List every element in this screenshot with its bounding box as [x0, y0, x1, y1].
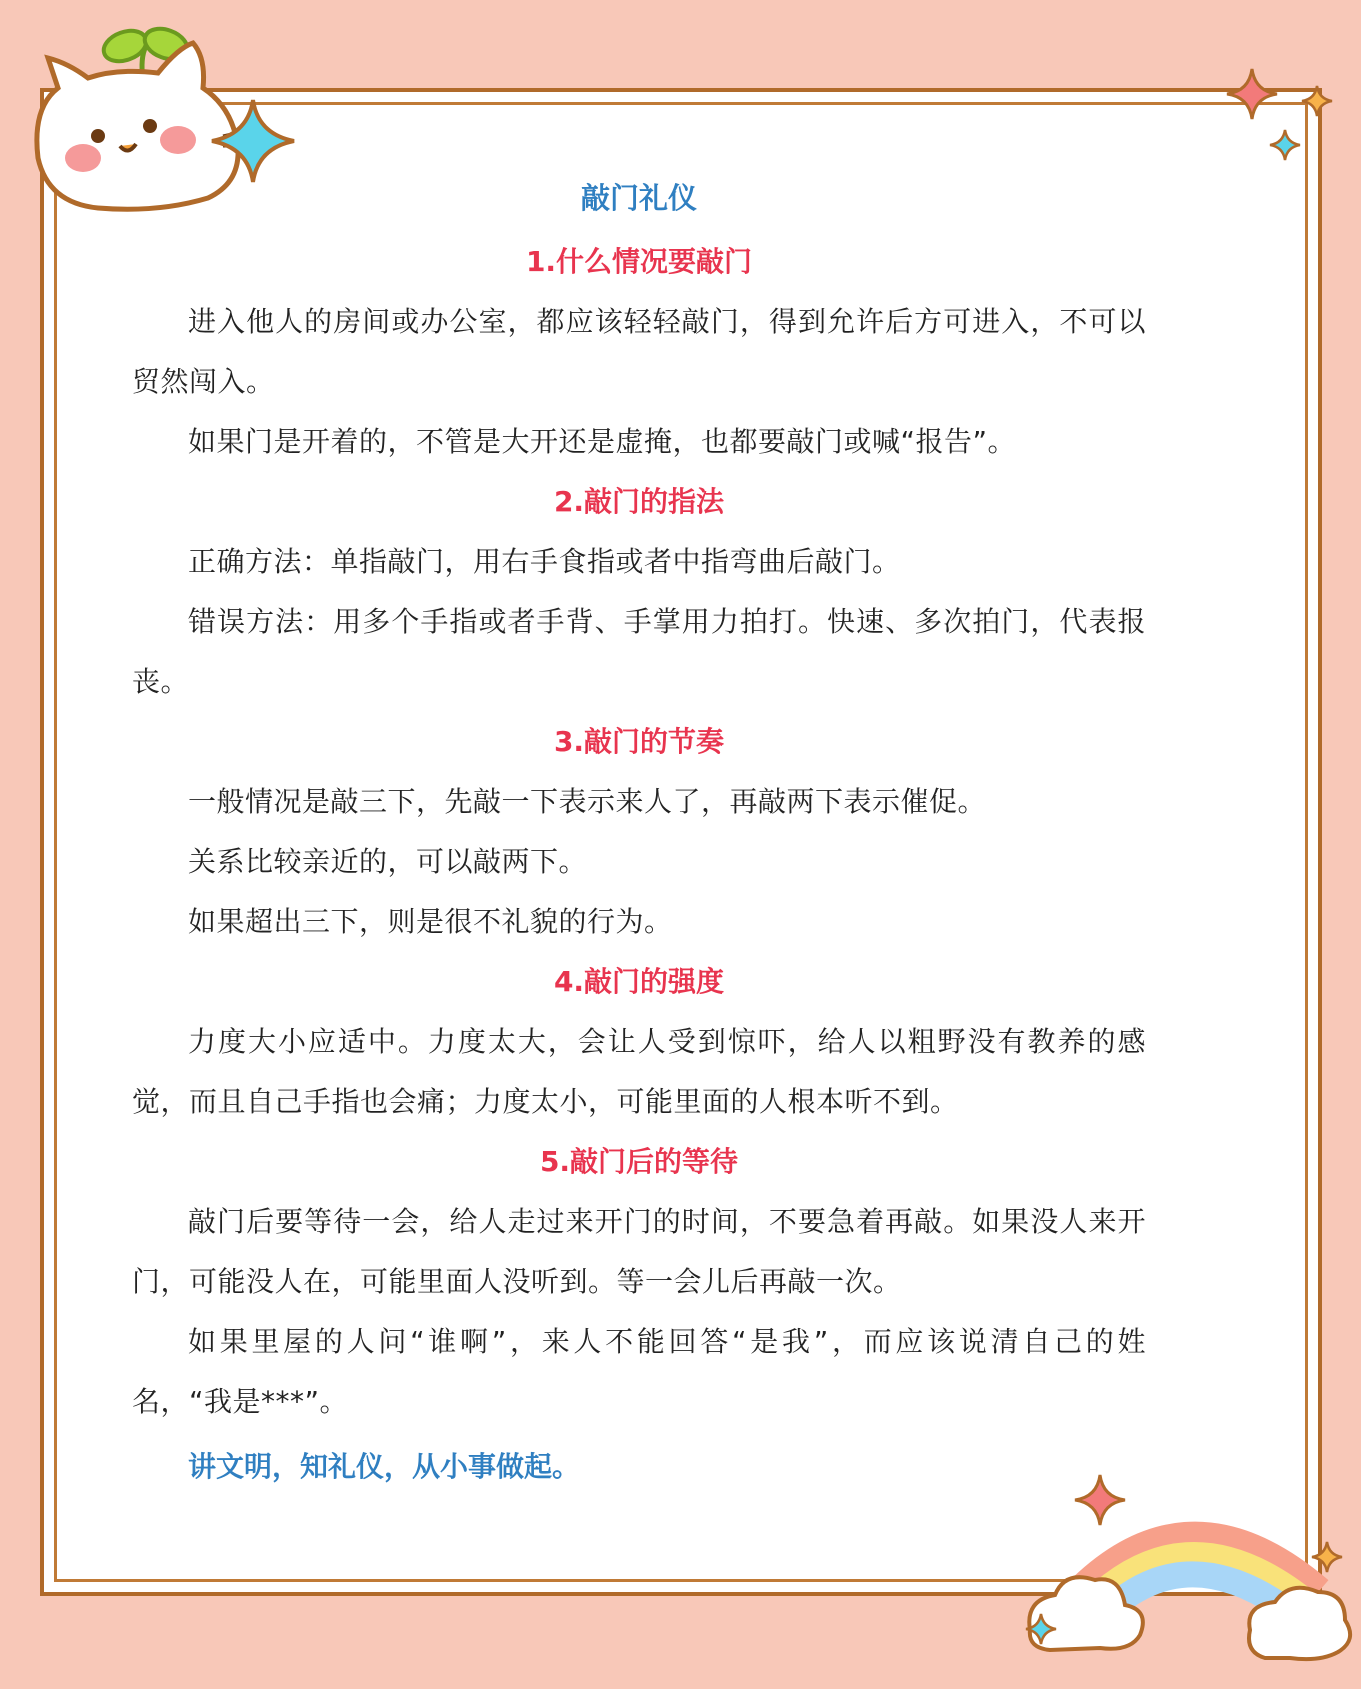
paragraph: 如果超出三下，则是很不礼貌的行为。 — [188, 905, 673, 938]
paragraph: 一般情况是敲三下，先敲一下表示来人了，再敲两下表示催促。 — [188, 785, 987, 818]
section-heading: 2.敲门的指法 — [553, 485, 725, 518]
paragraph: 如果里屋的人问“谁啊”，来人不能回答“是我”，而应该说清自己的姓名，“我是***”。 — [132, 1325, 1146, 1418]
page-title: 敲门礼仪 — [580, 181, 697, 215]
paragraph: 如果门是开着的，不管是大开还是虚掩，也都要敲门或喊“报告”。 — [188, 425, 1017, 458]
slogan: 讲文明，知礼仪，从小事做起。 — [188, 1450, 581, 1483]
paragraph: 进入他人的房间或办公室，都应该轻轻敲门，得到允许后方可进入，不可以贸然闯入。 — [132, 305, 1146, 398]
section-3 — [132, 712, 1146, 952]
section-4 — [132, 952, 1146, 1132]
section-heading: 5.敲门后的等待 — [539, 1145, 739, 1178]
paragraph: 关系比较亲近的，可以敲两下。 — [188, 845, 588, 878]
paragraph: 敲门后要等待一会，给人走过来开门的时间，不要急着再敲。如果没人来开门，可能没人在，可能里面人没听到。等一会儿后再敲一次。 — [132, 1205, 1146, 1298]
paragraph: 力度大小应适中。力度太大，会让人受到惊吓，给人以粗野没有教养的感觉，而且自己手指也会痛；力度太小，可能里面的人根本听不到。 — [132, 1025, 1146, 1118]
article — [132, 170, 1146, 1502]
section-2 — [132, 472, 1146, 712]
section-heading: 4.敲门的强度 — [553, 965, 725, 998]
sparkle-star-icon — [1300, 84, 1334, 118]
sparkle-star-icon — [1310, 1540, 1344, 1574]
sparkle-star-icon — [1024, 1612, 1058, 1646]
sparkle-star-icon — [1268, 128, 1302, 162]
sparkle-star-icon — [1224, 66, 1280, 122]
section-heading: 3.敲门的节奏 — [553, 725, 725, 758]
paragraph: 错误方法：用多个手指或者手背、手掌用力拍打。快速、多次拍门，代表报丧。 — [132, 605, 1146, 698]
section-5 — [132, 1132, 1146, 1432]
section-heading: 1.什么情况要敲门 — [525, 245, 753, 278]
section-1 — [132, 232, 1146, 472]
paragraph: 正确方法：单指敲门，用右手食指或者中指弯曲后敲门。 — [188, 545, 901, 578]
